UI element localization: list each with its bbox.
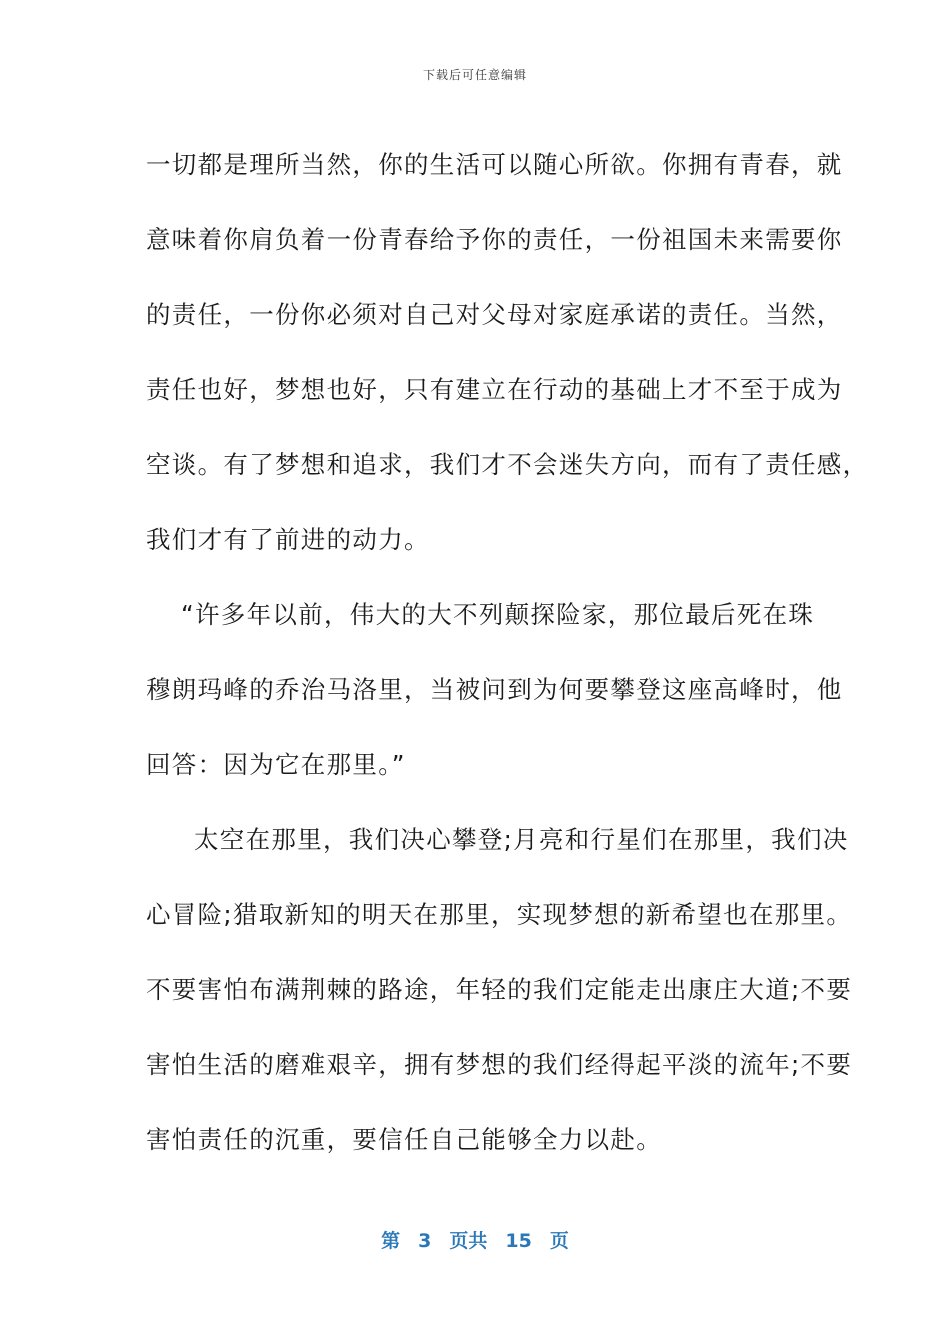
text-line: 害怕责任的沉重，要信任自己能够全力以赴。 bbox=[146, 1125, 662, 1154]
text-line: 回答：因为它在那里。” bbox=[146, 750, 406, 779]
page-number-footer bbox=[0, 1226, 950, 1253]
footer-middle: 页共 bbox=[449, 1230, 488, 1252]
page-header-note: 下载后可任意编辑 bbox=[422, 68, 527, 82]
text-line: 心冒险;猎取新知的明天在那里，实现梦想的新希望也在那里。 bbox=[146, 900, 853, 929]
text-line: 太空在那里，我们决心攀登;月亮和行星们在那里，我们决 bbox=[194, 825, 849, 854]
text-line: 一切都是理所当然，你的生活可以随心所欲。你拥有青春，就 bbox=[146, 150, 843, 179]
document-body bbox=[146, 127, 869, 1177]
text-line: 空谈。有了梦想和追求，我们才不会迷失方向，而有了责任感， bbox=[146, 450, 869, 479]
text-line: 不要害怕布满荆棘的路途，年轻的我们定能走出康庄大道;不要 bbox=[146, 975, 853, 1004]
text-line: 害怕生活的磨难艰辛，拥有梦想的我们经得起平淡的流年;不要 bbox=[146, 1050, 853, 1079]
text-line: 意味着你肩负着一份青春给予你的责任，一份祖国未来需要你 bbox=[146, 225, 843, 254]
text-line: 责任也好，梦想也好，只有建立在行动的基础上才不至于成为 bbox=[146, 375, 843, 404]
text-line: “许多年以前，伟大的大不列颠探险家，那位最后死在珠 bbox=[181, 600, 815, 629]
total-pages-number: 15 bbox=[505, 1230, 532, 1252]
text-line: 我们才有了前进的动力。 bbox=[146, 525, 430, 554]
text-line: 穆朗玛峰的乔治马洛里，当被问到为何要攀登这座高峰时，他 bbox=[146, 675, 843, 704]
text-line: 的责任，一份你必须对自己对父母对家庭承诺的责任。当然， bbox=[146, 300, 843, 329]
footer-suffix: 页 bbox=[549, 1230, 569, 1252]
footer-prefix: 第 bbox=[381, 1230, 401, 1252]
current-page-number: 3 bbox=[418, 1230, 432, 1252]
